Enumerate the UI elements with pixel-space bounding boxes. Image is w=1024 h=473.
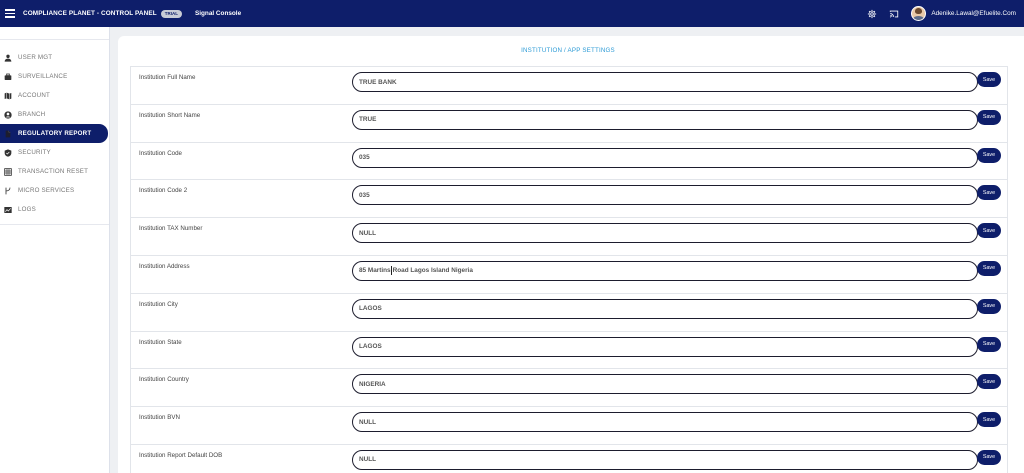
- setting-row-address: [130, 255, 1008, 293]
- setting-row-city: [130, 293, 1008, 331]
- setting-row-code-2: [130, 179, 1008, 217]
- sidebar-item-regulatory-report[interactable]: [0, 124, 108, 143]
- setting-row-state: [130, 331, 1008, 369]
- setting-row-default-dob: [130, 444, 1008, 473]
- field-label: Institution Code: [139, 149, 182, 157]
- chart-icon: [4, 206, 12, 214]
- sidebar-item-label: MICRO SERVICES: [18, 187, 75, 194]
- user-email[interactable]: Adenike.Lawal@Efuelite.Com: [931, 10, 1016, 17]
- setting-row-tax-number: [130, 217, 1008, 255]
- sidebar: [0, 27, 110, 473]
- map-icon: [4, 92, 12, 100]
- sidebar-item-label: TRANSACTION RESET: [18, 168, 89, 175]
- grid-icon: [4, 168, 12, 176]
- settings-panel: [118, 36, 1024, 473]
- field-label: Institution Address: [139, 262, 190, 270]
- field-label: Institution Report Default DOB: [139, 451, 223, 459]
- save-button[interactable]: Save: [977, 261, 1001, 276]
- setting-row-country: [130, 368, 1008, 406]
- field-label: Institution Code 2: [139, 187, 188, 195]
- sidebar-divider: [0, 224, 109, 225]
- app-title: COMPLIANCE PLANET - CONTROL PANEL: [23, 10, 157, 17]
- code-2-input[interactable]: 035: [352, 185, 978, 205]
- console-title: Signal Console: [194, 10, 242, 17]
- address-text-after-cursor: Road Lagos Island Nigeria: [392, 267, 473, 275]
- cast-icon[interactable]: [887, 7, 901, 21]
- sidebar-item-transaction-reset[interactable]: [0, 162, 109, 181]
- sidebar-item-micro-services[interactable]: [0, 181, 109, 200]
- setting-row-bvn: [130, 406, 1008, 444]
- sidebar-item-branch[interactable]: [0, 105, 109, 124]
- save-button[interactable]: Save: [977, 223, 1001, 238]
- shield-icon: [4, 149, 12, 157]
- briefcase-icon: [4, 73, 12, 81]
- short-name-input[interactable]: TRUE: [352, 110, 978, 130]
- menu-icon[interactable]: [5, 9, 15, 17]
- sidebar-item-label: USER MGT: [18, 54, 53, 61]
- sidebar-item-account[interactable]: [0, 86, 109, 105]
- setting-row-short-name: [130, 104, 1008, 142]
- document-icon: [4, 130, 12, 138]
- sidebar-item-label: LOGS: [18, 206, 36, 213]
- field-label: Institution Country: [139, 376, 189, 384]
- save-button[interactable]: Save: [977, 148, 1001, 163]
- field-label: Institution City: [139, 300, 178, 308]
- save-button[interactable]: Save: [977, 110, 1001, 125]
- avatar[interactable]: [911, 6, 926, 21]
- save-button[interactable]: Save: [977, 337, 1001, 352]
- fork-icon: [4, 187, 12, 195]
- field-label: Institution Short Name: [139, 111, 201, 119]
- country-input[interactable]: NIGERIA: [352, 374, 978, 394]
- setting-row-full-name: [130, 66, 1008, 104]
- save-button[interactable]: Save: [977, 299, 1001, 314]
- full-name-input[interactable]: TRUE BANK: [352, 72, 978, 92]
- field-label: Institution State: [139, 338, 182, 346]
- save-button[interactable]: Save: [977, 374, 1001, 389]
- sidebar-item-label: REGULATORY REPORT: [18, 130, 92, 137]
- address-input[interactable]: [352, 261, 978, 281]
- field-label: Institution TAX Number: [139, 225, 203, 233]
- user-icon: [4, 54, 12, 62]
- field-label: Institution Full Name: [139, 74, 196, 81]
- city-input[interactable]: LAGOS: [352, 299, 978, 319]
- save-button[interactable]: Save: [977, 412, 1001, 427]
- sidebar-item-surveillance[interactable]: [0, 67, 109, 86]
- tax-number-input[interactable]: NULL: [352, 223, 978, 243]
- save-button[interactable]: Save: [977, 450, 1001, 465]
- sidebar-item-user-mgt[interactable]: [0, 48, 109, 67]
- page-title: INSTITUTION / APP SETTINGS: [521, 47, 615, 54]
- sidebar-item-label: SURVEILLANCE: [18, 73, 68, 80]
- address-text-before-cursor: 85 Martins: [359, 267, 391, 275]
- trial-badge: TRIAL: [161, 10, 182, 18]
- setting-row-code: [130, 142, 1008, 180]
- top-bar: [0, 0, 1024, 27]
- settings-list: [130, 66, 1008, 473]
- account-circle-icon: [4, 111, 12, 119]
- field-label: Institution BVN: [139, 414, 180, 422]
- code-input[interactable]: 035: [352, 148, 978, 168]
- default-dob-input[interactable]: NULL: [352, 450, 978, 470]
- save-button[interactable]: Save: [977, 72, 1001, 87]
- gear-icon[interactable]: [865, 7, 879, 21]
- sidebar-item-label: BRANCH: [18, 111, 46, 118]
- sidebar-item-label: ACCOUNT: [18, 92, 50, 99]
- sidebar-nav: [0, 48, 109, 219]
- sidebar-item-security[interactable]: [0, 143, 109, 162]
- sidebar-item-label: SECURITY: [18, 149, 51, 156]
- sidebar-item-logs[interactable]: [0, 200, 109, 219]
- bvn-input[interactable]: NULL: [352, 412, 978, 432]
- state-input[interactable]: LAGOS: [352, 337, 978, 357]
- save-button[interactable]: Save: [977, 185, 1001, 200]
